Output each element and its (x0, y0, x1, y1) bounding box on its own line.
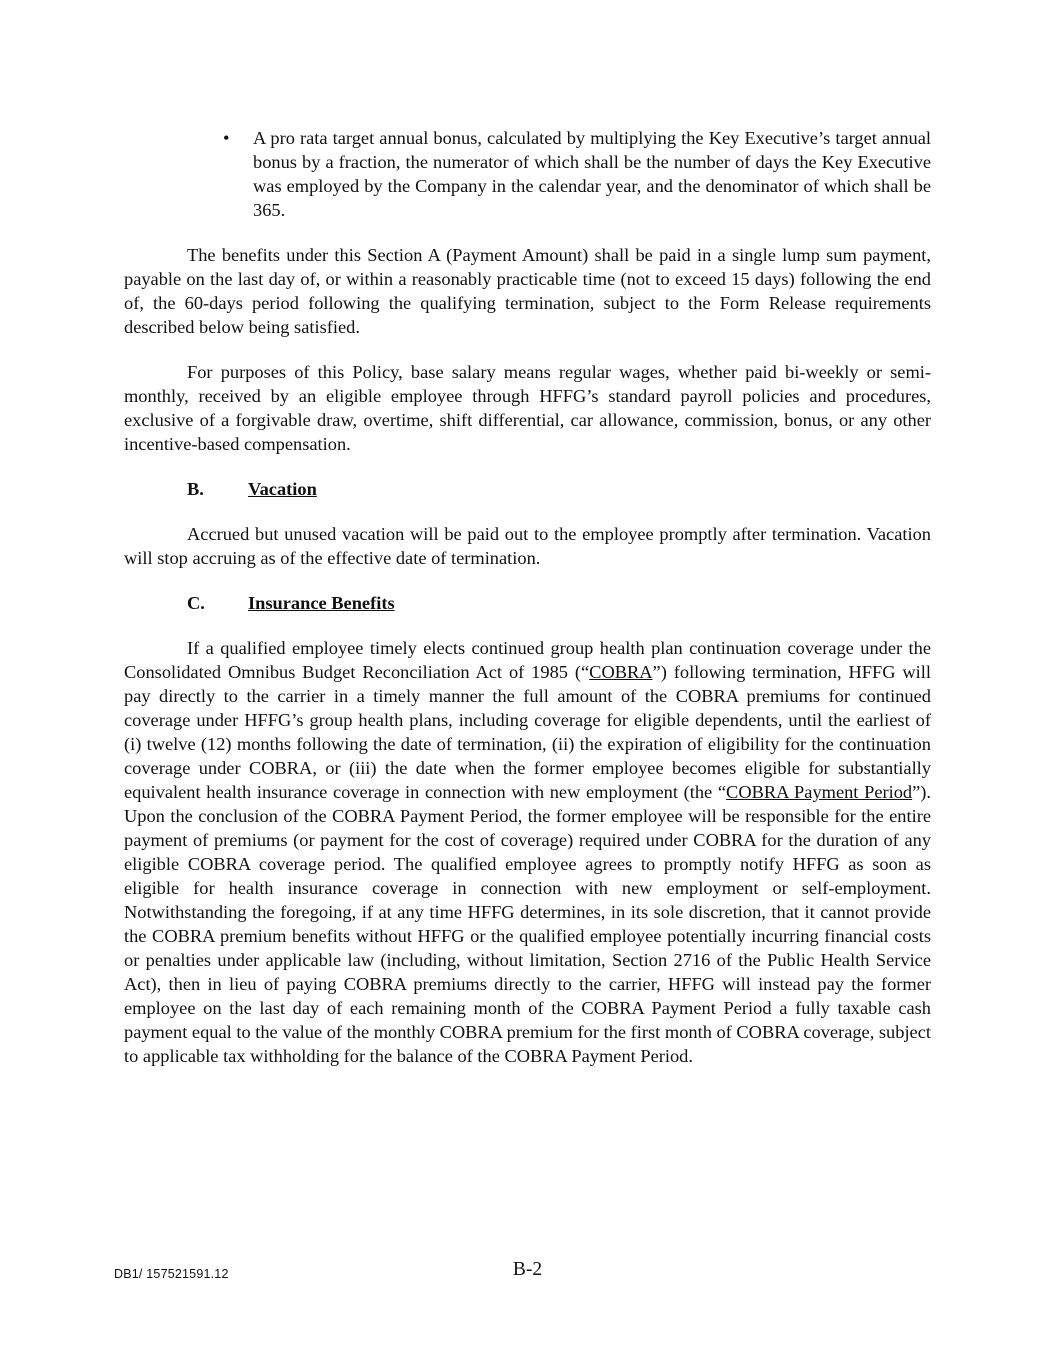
bullet-text: A pro rata target annual bonus, calculated by multiplying the Key Executive’s target annual bonus by a fraction, the numerator of which shall be the number of days the Key Executive was employed by the Company in the calendar year, and the denominator of which shall be 365. (253, 128, 931, 220)
term-cobra-payment-period: COBRA Payment Period (726, 782, 913, 802)
section-b-title: Vacation (248, 479, 317, 499)
insurance-text-part3: ”). Upon the conclusion of the COBRA Payment Period, the former employee will be responsible for the entire payment of premiums (or payment for the cost of coverage) required under COBRA for the duration of any eligible COBRA coverage period. The qualified employee agrees to promptly notify HFFG as soon as eligible for health insurance coverage in connection with new employment or self-employment. Notwithstanding the foregoing, if at any time HFFG determines, in its sole discretion, that it cannot provide the COBRA premium benefits without HFFG or the qualified employee potentially incurring financial costs or penalties under applicable law (including, without limitation, Section 2716 of the Public Health Service Act), then in lieu of paying COBRA premiums directly to the carrier, HFFG will instead pay the former employee on the last day of each remaining month of the COBRA Payment Period a fully taxable cash payment equal to the value of the monthly COBRA premium for the first month of COBRA coverage, subject to applicable tax withholding for the balance of the COBRA Payment Period. (124, 782, 931, 1066)
paragraph-base-salary: For purposes of this Policy, base salary means regular wages, whether paid bi-weekly or semi-monthly, received by an eligible employee through HFFG’s standard payroll policies and procedures, exclusive of a forgivable draw, overtime, shift differential, car allowance, commission, bonus, or any other incentive-based compensation. (124, 362, 931, 454)
section-b-letter: B. (187, 479, 204, 499)
section-b-heading (187, 477, 931, 501)
paragraph-vacation: Accrued but unused vacation will be paid out to the employee promptly after termination. Vacation will stop accruing as of the effective date of termination. (124, 524, 931, 568)
section-c-letter: C. (187, 593, 205, 613)
term-cobra: COBRA (589, 662, 653, 682)
section-c-heading (187, 591, 931, 615)
section-c-title: Insurance Benefits (248, 593, 395, 613)
insurance-text-part1: If a qualified employee timely elects continued group health plan continuation coverage under the Consolidated Omnibus Budget Reconciliation Act of 1985 (“ (124, 638, 931, 682)
insurance-text-part2: ”) following termination, HFFG will pay directly to the carrier in a timely manner the full amount of the COBRA premiums for continued coverage under HFFG’s group health plans, including coverage for eligible dependents, until the earliest of (i) twelve (12) months following the date of termination, (ii) the expiration of eligibility for the continuation coverage under COBRA, or (iii) the date when the former employee becomes eligible for substantially equivalent health insurance coverage in connection with new employment (the “ (124, 662, 931, 802)
paragraph-insurance-benefits (124, 636, 931, 1068)
bullet-item-pro-rata-bonus (124, 126, 931, 222)
bullet-icon: • (223, 128, 230, 148)
paragraph-payment-timing: The benefits under this Section A (Payment Amount) shall be paid in a single lump sum payment, payable on the last day of, or within a reasonably practicable time (not to exceed 15 days) following the end of, the 60-days period following the qualifying termination, subject to the Form Release requirements described below being satisfied. (124, 245, 931, 337)
document-body (124, 126, 931, 1089)
footer-document-id: DB1/ 157521591.12 (114, 1267, 229, 1281)
footer-page-number: B-2 (512, 1259, 543, 1280)
